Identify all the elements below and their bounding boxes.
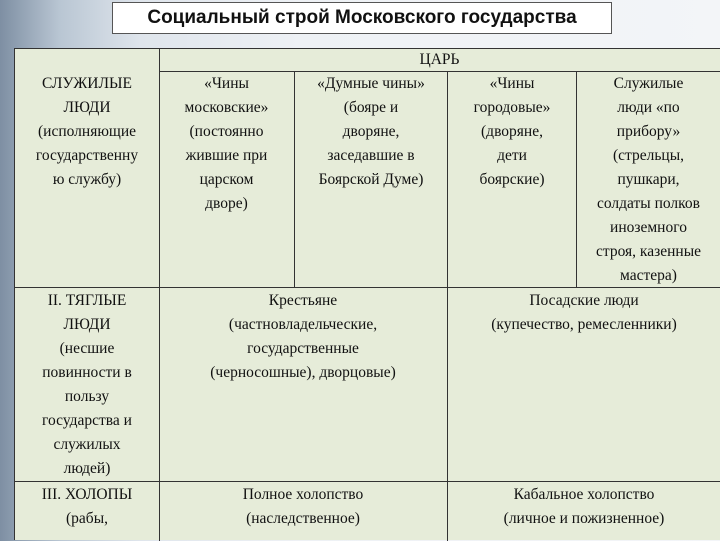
text-line: «Думные чины» <box>317 75 425 92</box>
text-line: мастера) <box>620 267 677 284</box>
text-line: дворяне, <box>342 123 400 140</box>
label-line: ЛЮДИ <box>63 99 111 116</box>
label-line: (несшие <box>59 340 115 357</box>
slide-title: Социальный строй Московского государства <box>112 2 612 34</box>
text-line: московские» <box>184 99 269 116</box>
text-line: царском <box>199 171 254 188</box>
text-line: люди «по <box>617 99 680 116</box>
text-line: (бояре и <box>343 99 399 116</box>
text-line: (постоянно <box>189 123 264 140</box>
townspeople-cell <box>448 289 720 337</box>
social-structure-table <box>14 48 720 540</box>
text-line: жившие при <box>185 147 268 164</box>
text-line: заседавшие в <box>327 147 415 164</box>
text-line: Боярской Думе) <box>318 171 424 188</box>
text-line: «Чины <box>489 75 535 92</box>
full-servitude-cell <box>159 483 447 531</box>
label-line: (рабы, <box>66 510 108 527</box>
text-line: Кабальное холопство <box>513 486 655 503</box>
label-line: II. ТЯГЛЫЕ <box>47 292 127 309</box>
label-line: служилых <box>53 436 121 453</box>
servants-by-recruitment-cell <box>577 72 720 288</box>
text-line: Полное холопство <box>242 486 364 503</box>
grid-line <box>15 481 720 482</box>
text-line: Крестьяне <box>268 292 338 309</box>
text-line: (наследственное) <box>246 510 360 527</box>
text-line: (купечество, ремесленники) <box>491 316 677 333</box>
label-line: СЛУЖИЛЫЕ <box>41 75 133 92</box>
text-line: (частновладельческие, <box>228 316 378 333</box>
label-line: людей) <box>63 460 111 477</box>
label-line: III. ХОЛОПЫ <box>41 486 133 503</box>
text-line: (черносошные), дворцовые) <box>210 364 396 381</box>
serfs-label <box>15 483 159 531</box>
text-line: дети <box>497 147 527 164</box>
servants-label <box>15 72 159 192</box>
text-line: (стрельцы, <box>612 147 685 164</box>
text-line: «Чины <box>204 75 249 92</box>
taxpayers-label <box>15 289 159 481</box>
ranks-moscow-cell <box>159 72 294 216</box>
label-line: государства и <box>42 412 132 429</box>
label-line: повинности в <box>42 364 132 381</box>
tsar-header: ЦАРЬ <box>419 51 460 68</box>
label-line: государственну <box>35 147 139 164</box>
ranks-city-cell <box>448 72 576 192</box>
text-line: Служилые <box>613 75 684 92</box>
text-line: прибору» <box>616 123 681 140</box>
text-line: городовые» <box>473 99 551 116</box>
bonded-servitude-cell <box>448 483 720 531</box>
label-line: (исполняющие <box>37 123 137 140</box>
text-line: дворе) <box>205 195 248 212</box>
text-line: строя, казенные <box>596 243 701 260</box>
text-line: пушкари, <box>617 171 680 188</box>
text-line: солдаты полков <box>597 195 700 212</box>
text-line: иноземного <box>610 219 687 236</box>
label-line: пользу <box>64 388 110 405</box>
ranks-duma-cell <box>295 72 447 192</box>
text-line: боярские) <box>479 171 545 188</box>
peasants-cell <box>159 289 447 385</box>
text-line: (дворяне, <box>481 123 543 140</box>
text-line: (личное и пожизненное) <box>503 510 665 527</box>
text-line: Посадские люди <box>529 292 639 309</box>
text-line: государственные <box>247 340 359 357</box>
label-line: ЛЮДИ <box>63 316 111 333</box>
label-line: ю службу) <box>52 171 122 188</box>
